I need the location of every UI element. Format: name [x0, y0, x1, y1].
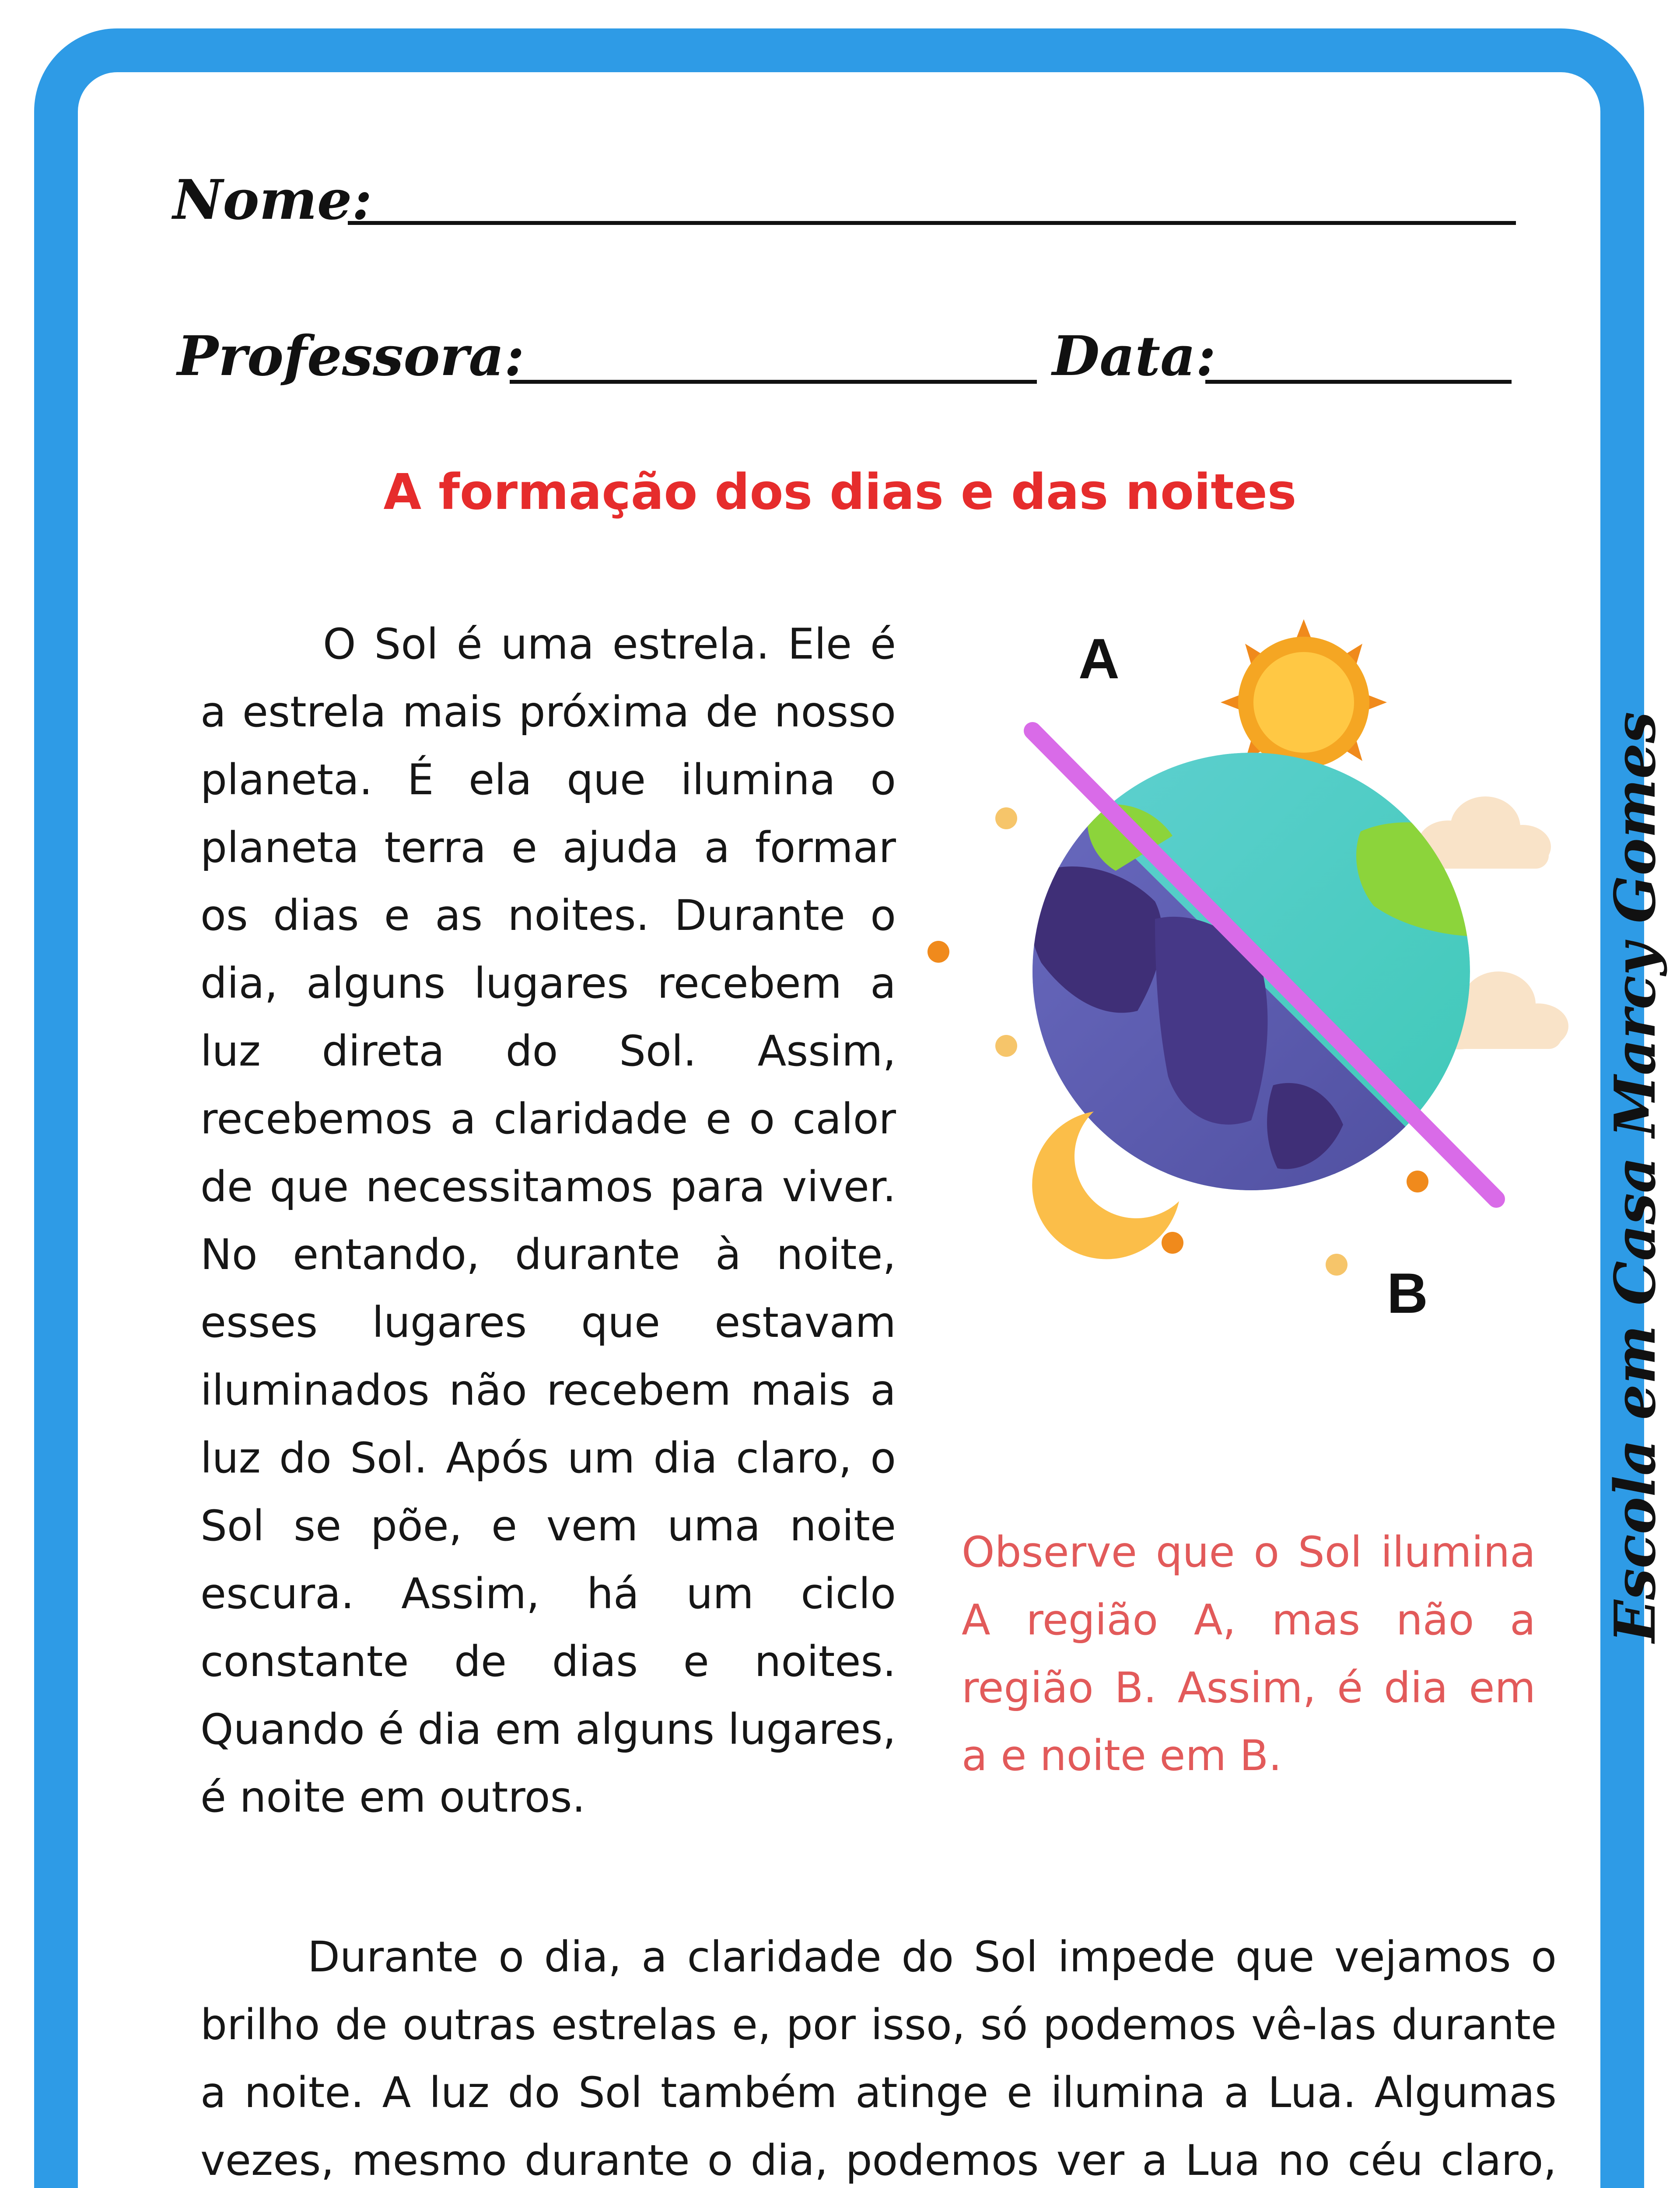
- teacher-line: [510, 380, 1037, 384]
- label-b: B: [1387, 1261, 1428, 1325]
- day-night-illustration: [910, 604, 1592, 1330]
- page-title: A formação dos dias e das noites: [383, 464, 1297, 521]
- date-line: [1205, 380, 1512, 384]
- side-brand-text: Escola em Casa Marcy Gomes: [1603, 712, 1668, 1643]
- date-label: Data:: [1052, 324, 1216, 388]
- name-label: Nome:: [173, 168, 372, 232]
- label-a: A: [1078, 627, 1120, 691]
- observation-note: Observe que o Sol ilumina A região A, mas não a região B. Assim, é dia em a e noite em B.: [962, 1528, 1536, 1780]
- name-line: [348, 221, 1516, 225]
- earth-sun-diagram: [910, 604, 1592, 1330]
- paragraph-1: O Sol é uma estrela. Ele é a estrela mais próxima de nosso planeta. É ela que ilumina o planeta terra e ajuda a formar os dias e as noites. Durante o dia, alguns lugares recebem a luz direta do Sol. Assim, recebemos a claridade e o calor de que necessitamos para viver. No entando, durante à noite, esses lugares que estavam iluminados não recebem mais a luz do Sol. Após um dia claro, o Sol se põe, e vem uma noite escura. Assim, há um ciclo constante de dias e noites. Quando é dia em alguns lugares, é noite em outros.: [200, 620, 896, 1822]
- teacher-label: Professora:: [177, 324, 525, 388]
- paragraph-2: Durante o dia, a claridade do Sol impede que vejamos o brilho de outras estrelas e, por isso, só podemos vê-las durante a noite. A luz do Sol também atinge e ilumina a Lua. Algumas vezes, mesmo durante o dia, podemos ver a Lua no céu claro,: [200, 1932, 1557, 2185]
